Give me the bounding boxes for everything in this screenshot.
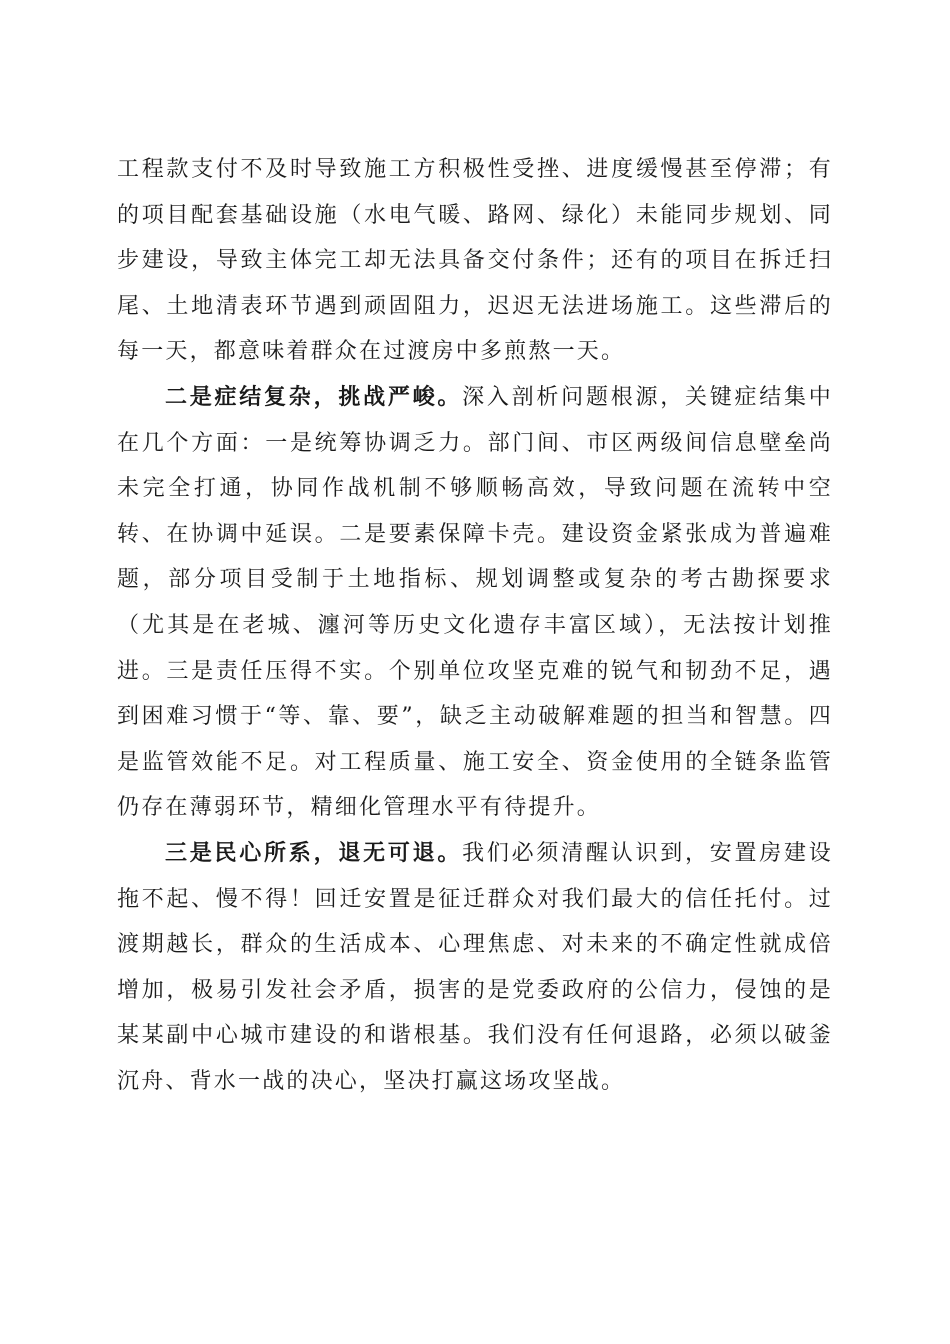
- paragraph-lead-heading: 二是症结复杂，挑战严峻。: [165, 383, 463, 410]
- paragraph-text: 我们必须清醒认识到，安置房建设拖不起、慢不得！回迁安置是征迁群众对我们最大的信任托付。过渡期越长，群众的生活成本、心理焦虑、对未来的不确定性就成倍增加，极易引发社会矛盾，损害的是党委政府的公信力，侵蚀的是某某副中心城市建设的和谐根基。我们没有任何退路，必须以破釜沉舟、背水一战的决心，坚决打赢这场攻坚战。: [117, 840, 833, 1094]
- paragraph-lead-heading: 三是民心所系，退无可退。: [165, 839, 463, 866]
- paragraph-public-trust: [117, 831, 833, 1105]
- paragraph-symptoms: [117, 375, 833, 831]
- paragraph-continuation: [117, 147, 833, 375]
- paragraph-text: 深入剖析问题根源，关键症结集中在几个方面：一是统筹协调乏力。部门间、市区两级间信息壁垒尚未完全打通，协同作战机制不够顺畅高效，导致问题在流转中空转、在协调中延误。二是要素保障卡壳。建设资金紧张成为普遍难题，部分项目受制于土地指标、规划调整或复杂的考古勘探要求（尤其是在老城、瀍河等历史文化遗存丰富区域），无法按计划推进。三是责任压得不实。个别单位攻坚克难的锐气和韧劲不足，遇到困难习惯于“等、靠、要”，缺乏主动破解难题的担当和智慧。四是监管效能不足。对工程质量、施工安全、资金使用的全链条监管仍存在薄弱环节，精细化管理水平有待提升。: [117, 384, 833, 821]
- document-body: [117, 147, 833, 1104]
- paragraph-text: 工程款支付不及时导致施工方积极性受挫、进度缓慢甚至停滞；有的项目配套基础设施（水电气暖、路网、绿化）未能同步规划、同步建设，导致主体完工却无法具备交付条件；还有的项目在拆迁扫尾、土地清表环节遇到顽固阻力，迟迟无法进场施工。这些滞后的每一天，都意味着群众在过渡房中多煎熬一天。: [117, 157, 833, 365]
